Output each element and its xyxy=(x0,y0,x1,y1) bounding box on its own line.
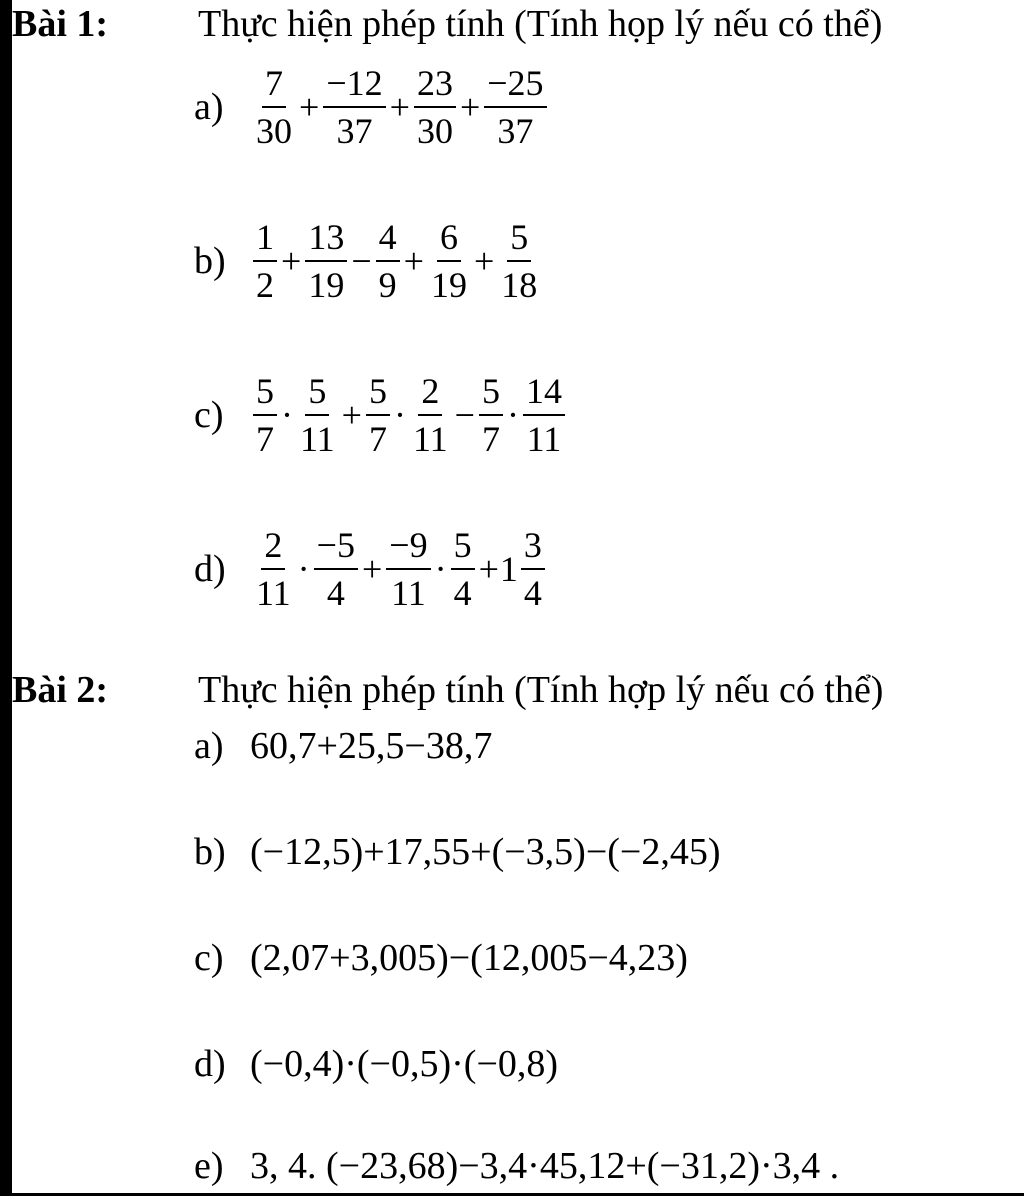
expression xyxy=(250,218,543,304)
operator: − xyxy=(351,241,372,281)
operator: + xyxy=(361,549,383,589)
operator: − xyxy=(454,395,475,435)
fraction xyxy=(498,218,540,304)
numerator: 2 xyxy=(261,526,285,570)
exercise-1c xyxy=(194,372,568,458)
fraction xyxy=(484,64,546,150)
exercise-2e xyxy=(194,1144,839,1188)
problem-letter: e) xyxy=(194,1145,224,1187)
denominator: 2 xyxy=(256,265,274,305)
numerator: 4 xyxy=(376,218,400,262)
numerator: −25 xyxy=(484,64,546,108)
fraction xyxy=(386,526,430,612)
fraction xyxy=(428,218,470,304)
numerator: −9 xyxy=(386,526,430,570)
numerator: 13 xyxy=(305,218,347,262)
operator: · xyxy=(281,395,293,435)
operator: + xyxy=(341,395,362,435)
numerator: 1 xyxy=(253,218,277,262)
denominator: 30 xyxy=(256,111,292,151)
exercise-2b xyxy=(194,830,721,874)
problem-letter: a) xyxy=(194,86,224,128)
fraction xyxy=(253,372,277,458)
operator: + xyxy=(473,241,495,281)
denominator: 11 xyxy=(412,419,448,459)
expression: 60,7+25,5−38,7 xyxy=(250,725,493,767)
numerator: 3 xyxy=(521,526,545,570)
denominator: 4 xyxy=(326,573,345,613)
fraction xyxy=(451,526,475,612)
fraction xyxy=(521,526,545,612)
mixed-number-whole: 1 xyxy=(499,549,518,589)
problem-letter: d) xyxy=(194,1043,226,1085)
denominator: 7 xyxy=(481,419,500,459)
denominator: 4 xyxy=(523,573,542,613)
problem-letter: c) xyxy=(194,394,224,436)
operator: · xyxy=(393,395,406,435)
fraction xyxy=(253,526,294,612)
fraction xyxy=(305,218,347,304)
numerator: 23 xyxy=(414,64,456,108)
operator: + xyxy=(389,87,410,127)
numerator: 14 xyxy=(523,372,565,416)
denominator: 11 xyxy=(256,573,291,613)
numerator: 5 xyxy=(305,372,329,416)
expression xyxy=(250,372,568,458)
operator: · xyxy=(506,395,519,435)
expression: (−0,4)·(−0,5)·(−0,8) xyxy=(250,1043,559,1085)
exercise-2d xyxy=(194,1042,558,1086)
numerator: 6 xyxy=(437,218,461,262)
denominator: 19 xyxy=(308,265,345,305)
worksheet-page xyxy=(12,0,1024,1193)
fraction xyxy=(366,372,390,458)
exercise-1-heading xyxy=(12,2,882,46)
exercise-2a xyxy=(194,724,492,768)
expression xyxy=(250,64,550,150)
fraction xyxy=(410,372,451,458)
denominator: 11 xyxy=(526,419,562,459)
expression: 3, 4. (−23,68)−3,4·45,12+(−31,2)·3,4 . xyxy=(250,1145,840,1187)
expression: (2,07+3,005)−(12,005−4,23) xyxy=(250,937,688,979)
fraction xyxy=(414,64,456,150)
exercise-1a xyxy=(194,64,550,150)
operator: + xyxy=(281,241,302,281)
fraction xyxy=(479,372,503,458)
fraction xyxy=(297,372,338,458)
expression xyxy=(250,526,548,612)
denominator: 30 xyxy=(416,111,453,151)
denominator: 7 xyxy=(368,419,387,459)
denominator: 9 xyxy=(378,265,397,305)
numerator: 5 xyxy=(507,218,531,262)
exercise-2-title: Thực hiện phép tính (Tính hợp lý nếu có thể) xyxy=(198,669,884,711)
fraction xyxy=(376,218,400,304)
denominator: 19 xyxy=(430,265,467,305)
exercise-2-label: Bài 2: xyxy=(12,669,109,711)
operator: + xyxy=(459,87,481,127)
denominator: 11 xyxy=(391,573,426,613)
numerator: −5 xyxy=(314,526,358,570)
fraction xyxy=(523,372,565,458)
denominator: 11 xyxy=(300,419,335,459)
exercise-1-title: Thực hiện phép tính (Tính họp lý nếu có thể) xyxy=(198,3,883,45)
operator: + xyxy=(299,87,320,127)
numerator: 5 xyxy=(479,372,503,416)
fraction xyxy=(253,64,295,150)
denominator: 37 xyxy=(497,111,534,151)
numerator: 7 xyxy=(262,64,286,108)
numerator: 2 xyxy=(418,372,442,416)
denominator: 4 xyxy=(453,573,472,613)
problem-letter: d) xyxy=(194,548,226,590)
problem-letter: a) xyxy=(194,725,224,767)
fraction xyxy=(314,526,358,612)
denominator: 18 xyxy=(501,265,538,305)
exercise-2-heading xyxy=(12,668,883,712)
operator: + xyxy=(403,241,424,281)
denominator: 7 xyxy=(256,419,274,459)
operator: + xyxy=(478,549,499,589)
exercise-1d xyxy=(194,526,548,612)
fraction xyxy=(253,218,277,304)
problem-letter: b) xyxy=(194,831,226,873)
operator: · xyxy=(297,549,310,589)
expression: (−12,5)+17,55+(−3,5)−(−2,45) xyxy=(250,831,721,873)
operator: · xyxy=(434,549,447,589)
numerator: 5 xyxy=(253,372,277,416)
numerator: −12 xyxy=(323,64,385,108)
exercise-1b xyxy=(194,218,543,304)
fraction xyxy=(323,64,385,150)
problem-letter: c) xyxy=(194,937,224,979)
exercise-1-label: Bài 1: xyxy=(12,3,109,45)
numerator: 5 xyxy=(451,526,475,570)
exercise-2c xyxy=(194,936,688,980)
denominator: 37 xyxy=(336,111,373,151)
numerator: 5 xyxy=(366,372,390,416)
problem-letter: b) xyxy=(194,240,226,282)
